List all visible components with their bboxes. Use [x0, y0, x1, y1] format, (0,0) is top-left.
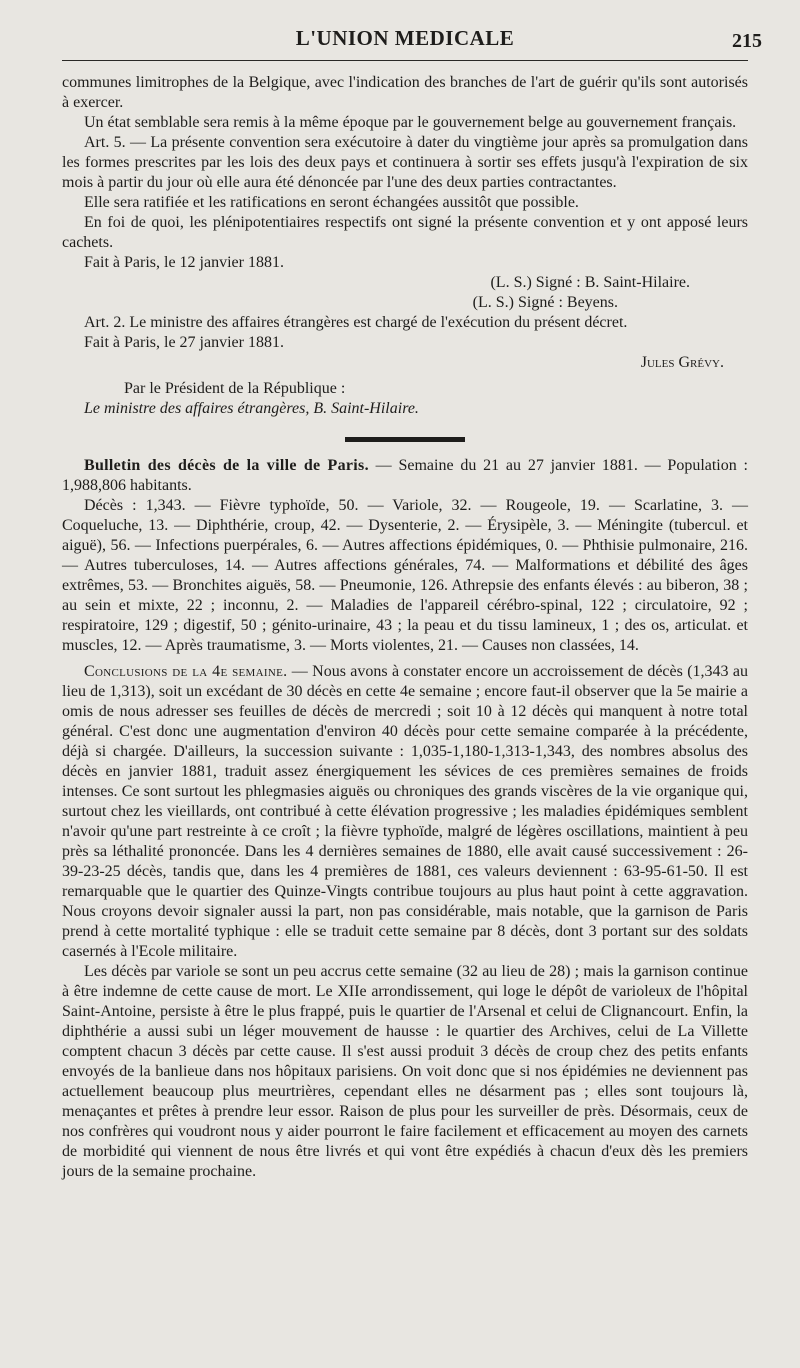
seal-paragraph: En foi de quoi, les plénipotentiaires respectifs ont signé la présente convention et y ont apposé leurs cachets. [62, 214, 748, 251]
bulletin-section [62, 456, 748, 1182]
convention-paragraph-2: Un état semblable sera remis à la même époque par le gouvernement belge au gouvernement français. [84, 114, 737, 131]
bulletin-week: — Semaine du 21 au 27 janvier 1881. — Population : 1,988,806 habitants. [62, 457, 748, 494]
journal-title: L'UNION MEDICALE [295, 26, 515, 50]
article-2-paragraph: Art. 2. Le ministre des affaires étrangères est chargé de l'exécution du présent décret. [84, 314, 628, 331]
convention-section [62, 73, 748, 419]
conclusions-text: — Nous avons à constater encore un accroissement de décès (1,343 au lieu de 1,313), soit un excédant de 30 décès en cette 4e semaine ; encore faut-il observer que la 5e mairie a omis de nous adresser ses feuilles de décès de mercredi ; soit 10 à 12 décès qui manquent à notre total général. C'est donc une augmentation d'environ 40 décès pour cette semaine comparée à la précédente, déjà si chargée. D'ailleurs, la succession suivante : 1,035-1,180-1,313-1,343, des nombres absolus des décès en janvier 1881, traduit assez énergiquement les sévices de ces premières semaines de froids intenses. Ce sont surtout les phlegmasies aiguës ou chroniques des grands viscères de la vie organique qui, surtout chez les vieillards, ont contribué à cette élévation progressive ; les maladies épidémiques semblent n'avoir qu'une part restreinte à ce croît ; la fièvre typhoïde, malgré de légères oscillations, maintient à peu près sa léthalité prononcée. Dans les 4 dernières semaines de 1880, elle avait causé successivement : 26-39-23-25 décès, tandis que, dans les 4 premières de 1881, ces valeurs deviennent : 63-95-61-50. Il est remarquable que le quartier des Quinze-Vingts contribue toujours au plus haut point à cette aggravation. Nous croyons devoir signaler aussi la part, non pas considérable, mais notable, que la garnison de Paris prend à cette mortalité typhique : elle se traduit cette semaine par 8 décès, dont 3 portant sur des soldats casernés à l'Ecole militaire. [62, 663, 749, 960]
president-signature: Jules Grévy. [640, 354, 724, 371]
signature-row-1 [62, 273, 748, 293]
conclusions-paragraph [62, 662, 748, 962]
president-line: Par le Président de la République : [124, 380, 346, 397]
variole-paragraph: Les décès par variole se sont un peu accrus cette semaine (32 au lieu de 28) ; mais la garnison continue à être indemne de cette cause de mort. Le XIIe arrondissement, qui loge le dépôt de varioleux de l'hôpital Saint-Antoine, persiste à être le plus frappé, puis le quartier de l'Arsenal et celui de Clignancourt. Enfin, la diphthérie a aussi subi un léger mouvement de hausse : le quartier des Archives, celui de La Villette comptent chacun 3 décès par cette cause. Il s'est aussi produit 3 décès de croup chez des petits enfants envoyés de la banlieue dans nos hôpitaux parisiens. On voit donc que si nos épidémies ne deviennent pas actuellement beaucoup plus meurtrières, cependant elles ne désarment pas ; elles sont toujours là, menaçantes et prêtes à prendre leur essor. Raison de plus pour les surveiller de près. Désormais, ceux de nos confrères qui voudront nous y aider pourront le faire facilement et efficacement au moyen des carnets de morbidité qui viennent de nous être livrés et qui vont être expédiés à chacun d'eux dès les premiers jours de la semaine prochaine. [62, 963, 748, 1180]
dated-line-2: Fait à Paris, le 27 janvier 1881. [84, 334, 284, 351]
article-5-paragraph: Art. 5. — La présente convention sera exécutoire à dater du vingtième jour après sa promulgation dans les formes prescrites par les lois des deux pays et continuera à sortir ses effets jusqu'à l'expiration de six mois à partir du jour où elle aura été dénoncée par l'une des deux parties contractantes. [62, 134, 748, 191]
ratification-paragraph: Elle sera ratifiée et les ratifications en seront échangées aussitôt que possible. [84, 194, 579, 211]
running-header [62, 22, 762, 61]
bulletin-title: Bulletin des décès de la ville de Paris. [84, 457, 369, 474]
page-number: 215 [732, 30, 762, 52]
deaths-statistics: Décès : 1,343. — Fièvre typhoïde, 50. — Variole, 32. — Rougeole, 19. — Scarlatine, 3. — Coqueluche, 13. — Diphthérie, croup, 42. — Dysenterie, 2. — Érysipèle, 3. — Méningite (tubercul. et aiguë), 56. — Infections puerpérales, 6. — Autres affections épidémiques, 0. — Phthisie pulmonaire, 216. — Autres tuberculoses, 14. — Autres affections générales, 74. — Malformations et débilité des âges extrêmes, 53. — Bronchites aiguës, 58. — Pneumonie, 126. Athrepsie des enfants élevés : au biberon, 38 ; au sein et mixte, 22 ; inconnu, 2. — Maladies de l'appareil cérébro-spinal, 122 ; circulatoire, 92 ; respiratoire, 129 ; digestif, 50 ; génito-urinaire, 43 ; la peau et du tissu lamineux, 1 ; des os, articulat. et muscles, 12. — Après traumatisme, 3. — Morts violentes, 21. — Causes non classées, 14. [62, 497, 748, 654]
signature-row-2 [62, 293, 748, 313]
minister-line: Le ministre des affaires étrangères, B. Saint-Hilaire. [84, 400, 419, 417]
section-divider [345, 437, 465, 442]
dated-line-1: Fait à Paris, le 12 janvier 1881. [84, 254, 284, 271]
bulletin-intro [62, 456, 748, 496]
signature-beyens: (L. S.) Signé : Beyens. [472, 294, 618, 311]
page-body [62, 61, 748, 1182]
conclusions-heading: Conclusions de la 4e semaine. [84, 663, 288, 680]
convention-paragraph-1: communes limitrophes de la Belgique, avec l'indication des branches de l'art de guérir qu'ils sont autorisés à exercer. [62, 74, 748, 111]
signature-saint-hilaire: (L. S.) Signé : B. Saint-Hilaire. [490, 274, 690, 291]
